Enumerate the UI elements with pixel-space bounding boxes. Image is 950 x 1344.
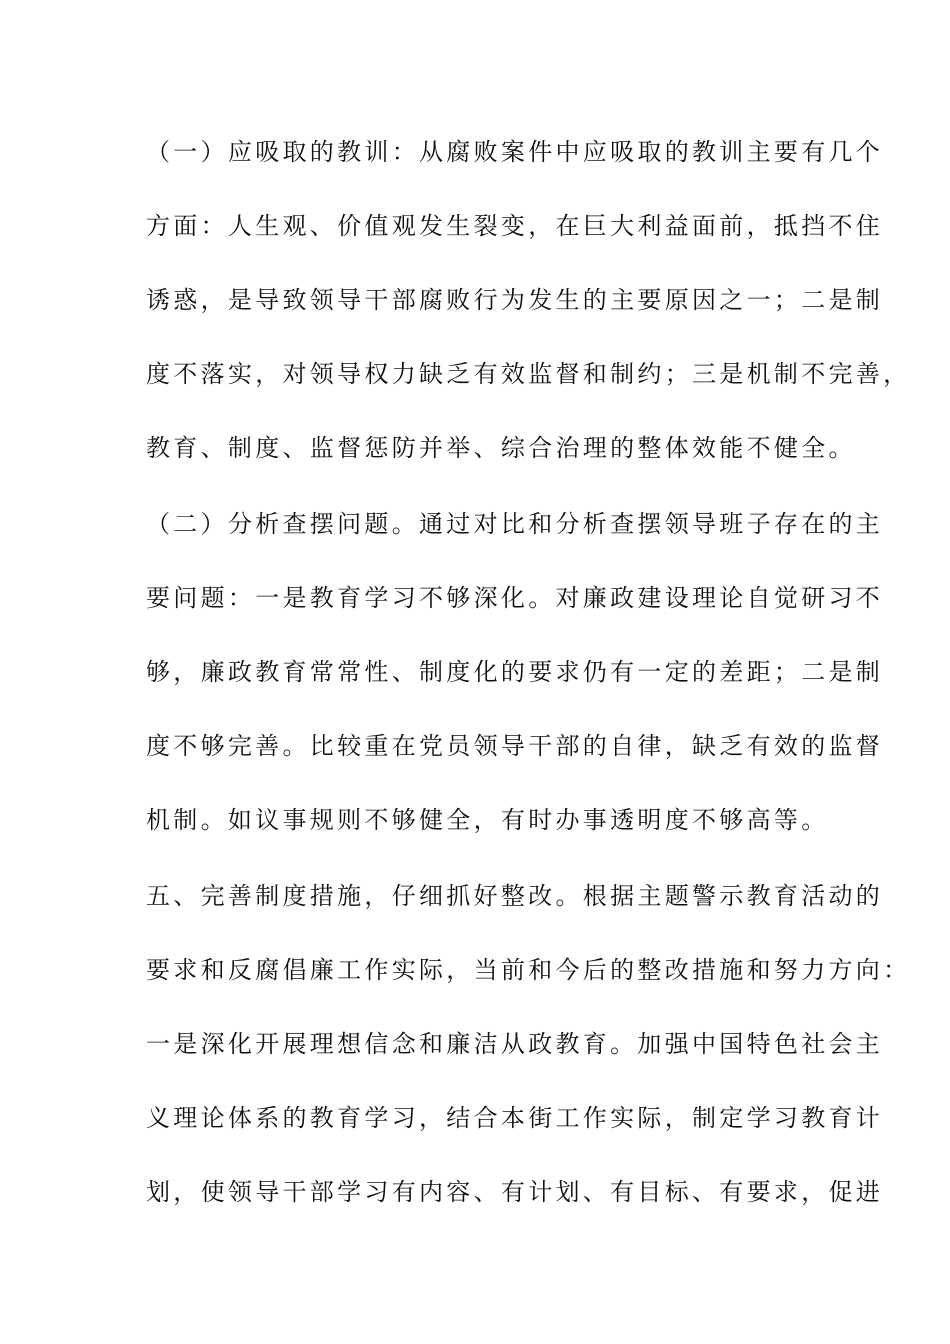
text-line: 义理论体系的教育学习，结合本街工作实际，制定学习教育计: [146, 1104, 884, 1132]
text-line: 方面：人生观、价值观发生裂变，在巨大利益面前，抵挡不住: [146, 212, 884, 240]
text-line: 要求和反腐倡廉工作实际，当前和今后的整改措施和努力方向：: [146, 956, 911, 984]
text-line: 够，廉政教育常常性、制度化的要求仍有一定的差距；二是制: [146, 658, 884, 686]
text-line: 诱惑，是导致领导干部腐败行为发生的主要原因之一；二是制: [146, 286, 884, 314]
text-line: 要问题：一是教育学习不够深化。对廉政建设理论自觉研习不: [146, 584, 884, 612]
text-line: （二）分析查摆问题。通过对比和分析查摆领导班子存在的主: [146, 510, 884, 538]
text-line: 机制。如议事规则不够健全，有时办事透明度不够高等。: [146, 806, 829, 834]
text-line: 教育、制度、监督惩防并举、综合治理的整体效能不健全。: [146, 434, 856, 462]
text-line: 度不够完善。比较重在党员领导干部的自律，缺乏有效的监督: [146, 732, 884, 760]
text-line: 五、完善制度措施，仔细抓好整改。根据主题警示教育活动的: [146, 882, 884, 910]
text-line: 一是深化开展理想信念和廉洁从政教育。加强中国特色社会主: [146, 1030, 884, 1058]
text-line: （一）应吸取的教训：从腐败案件中应吸取的教训主要有几个: [146, 138, 884, 166]
text-line: 度不落实，对领导权力缺乏有效监督和制约；三是机制不完善，: [146, 360, 911, 388]
text-line: 划，使领导干部学习有内容、有计划、有目标、有要求，促进: [146, 1178, 884, 1206]
